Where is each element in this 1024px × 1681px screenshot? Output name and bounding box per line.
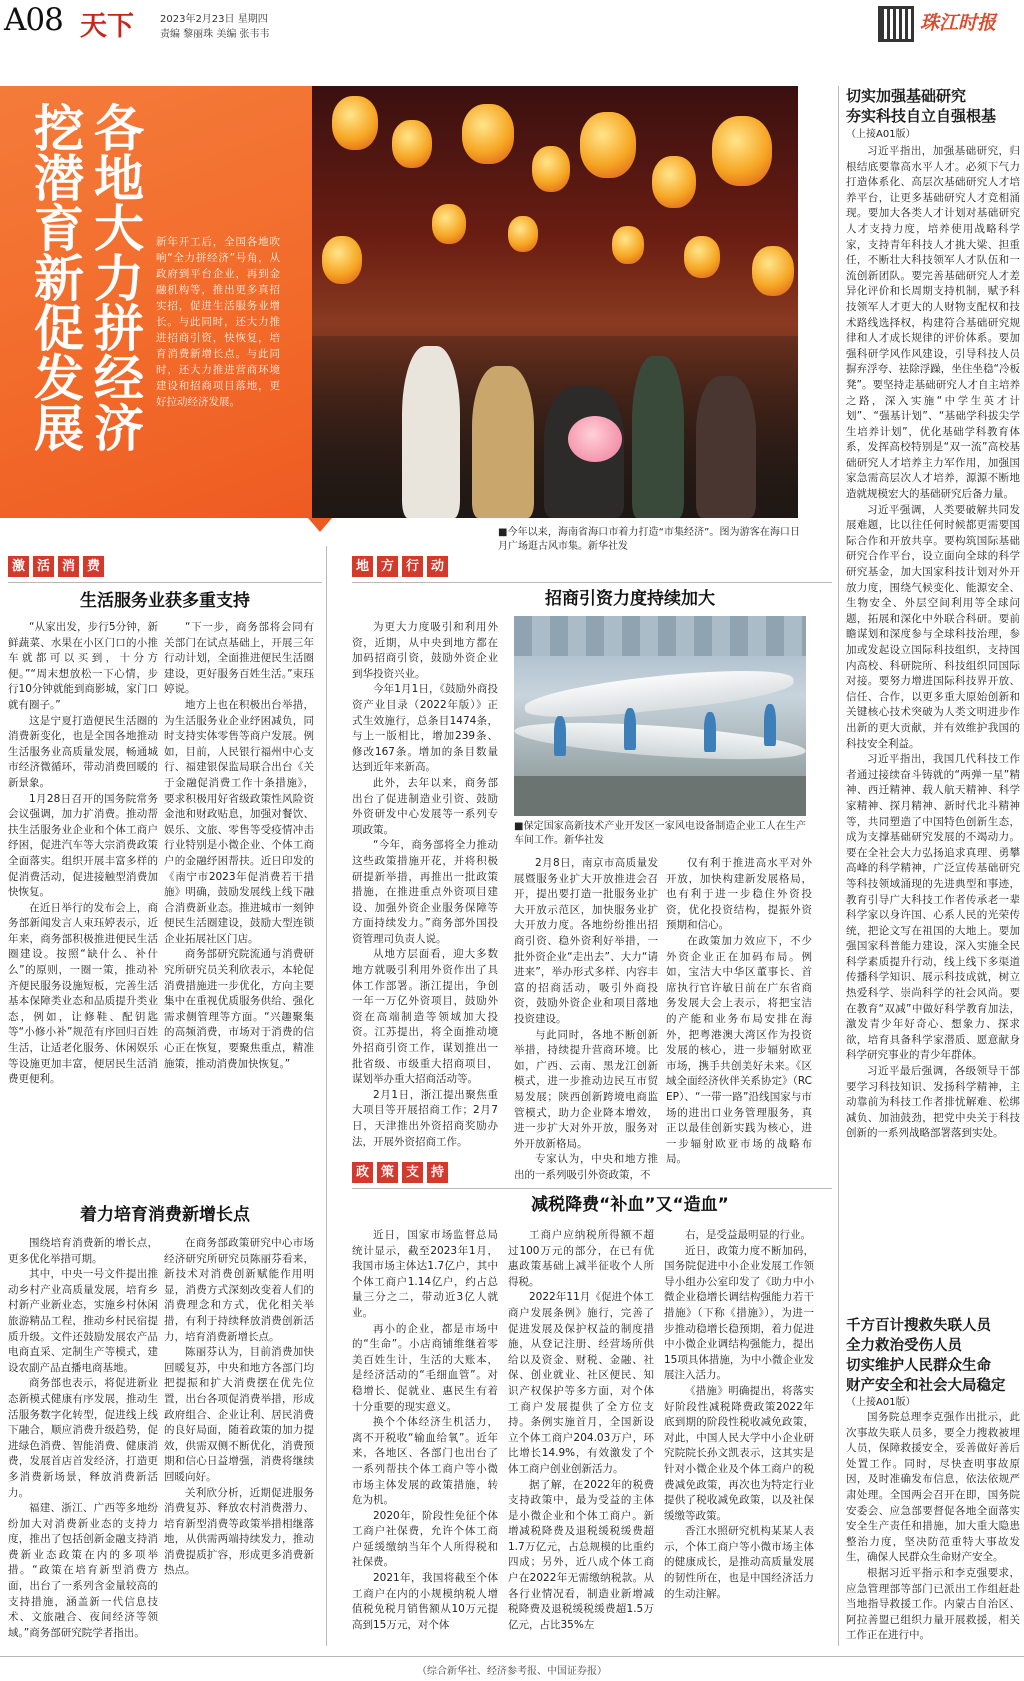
footer-rule bbox=[0, 1656, 1024, 1657]
article-column: 2月8日，南京市高质量发展暨服务业扩大开放推进会召开，提出要打造一批服务业扩大开放示范区，加快服务业扩大开放力度。各地纷纷推出招商引资、稳外资利好举措，一批外资企业“走出去”、大力“请进来”，举办形式多样、内容丰富的招商活动，吸引外商投资，鼓励外资企业和项目落地投资建设。 与此同时，各地不断创新举措，持续提升营商环境。比如，广西、云南、黑龙江创新模式，进一步推动边民互市贸易发展；陕西创新跨境电商监管模式，助力企业降本增效，进一步扩大对外开放，服务对外开放新格局。 专家认为，中央和地方推出的一系列吸引外资政策，不 bbox=[514, 857, 658, 1181]
headline-col1: 各地大力拼经济 bbox=[86, 102, 145, 452]
sidebar-title-line2: 夯实科技自立自强根基 bbox=[846, 107, 997, 125]
qr-code-icon bbox=[878, 6, 914, 42]
article-column: 在商务部政策研究中心市场经济研究所研究员陈丽芬看来，新技术对消费创新赋能作用明显，消费方式深刻改变着人们的消费理念和方式，优化相关举措，有利于持续释放消费创新活力，培育消费新增长点。 陈丽芬认为，目前消费加快回暖复苏，中央和地方各部门均把提振和扩大消费摆在优先位置，出台各项促消费举措，形成政府组合、企业让利、居民消费的良好局面，随着政策的加力提效，供需双侧不断优化，消费预期和信心日益增强，消费将继续回暖向好。 关利欣分析，近期促进服务消费复苏、释放农村消费潜力、培育新型消费等政策举措相继落地，从供需两端持续发力，推动消费提质扩容，形成更多消费新热点。 bbox=[164, 1237, 314, 1577]
section-headline: 招商引资力度持续加大 bbox=[545, 589, 715, 609]
hero-intro: 新年开工后，全国各地吹响“全力拼经济”号角，从政府到平台企业，再到金融机构等，推出更多真招实招，促进生活服务业增长。与此同时，还大力推进招商引资，快恢复，培育消费新增长点。与此同时，还大力推进营商环境建设和招商项目落地，更好拉动经济发展。 bbox=[156, 236, 280, 408]
factory-photo bbox=[514, 616, 806, 816]
article-column: “从家出发，步行5分钟，新鲜蔬菜、水果在小区门口的小推车就都可以买到，十分方便。”“周末想放松一下心情，步行10分钟就能到商影城，家门口就有圈子。” 这是宁夏打造便民生活圈的消费新变化，也是全国各地推动生活服务业高质量发展，畅通城市经济微循环，带动消费回暖的新景象。 1月28日召开的国务院常务会议强调，加力扩消费。推动帮扶生活服务业企业和个体工商户纾困，促进汽车等大宗消费政策全面落实。组织开展丰富多样的促消费活动，促进接触型消费加快恢复。 在近日举行的发布会上，商务部新闻发言人束珏婷表示，近年来，商务部积极推进便民生活圈建设。按照“缺什么、补什么”的原则，一圈一策，推动补齐便民服务设施短板，完善生活基本保障类业态和品质提升类业态，例如，让修鞋、配钥匙等“小修小补”规范有序回归百姓生活，让适老化服务、休闲娱乐等设施更加丰富，便居民生活消费更便利。 bbox=[8, 621, 158, 1086]
factory-photo-caption: ■保定国家高新技术产业开发区一家风电设备制造企业工人在生产车间工作。新华社发 bbox=[514, 821, 806, 846]
sidebar-article-rescue bbox=[846, 1316, 1020, 1646]
sidebar-source: （上接A01版） bbox=[846, 129, 916, 140]
article-column: “下一步，商务部将会同有关部门在试点基础上，开展三年行动计划，全面推进便民生活圈建设，更好服务百姓生活。”束珏婷说。 地方上也在积极出台举措，为生活服务业企业纾困减负，同时支持实体零售等商户发展。例如，目前，人民银行福州中心支行、福建银保监局联合出台《关于金融促消费工作十条措施》，要求积极用好省级政策性风险资金池和财政贴息，加强对餐饮、娱乐、文旅、零售等受疫情冲击行业特别是小微企业、个体工商户的金融纾困帮扶。近日印发的《南宁市2023年促消费若干措施》明确，鼓励发展线上线下融合消费新业态。推进城市一刻钟便民生活圈建设，鼓励大型连锁企业拓展社区门店。 商务部研究院流通与消费研究所研究员关利欣表示，本轮促消费措施进一步优化，方向主要集中在重视优质服务供给、强化需求侧管理等方面。“兴趣聚集的高频消费，市场对于消费的信心正在恢复，要聚焦重点，精准施策，推动消费加快恢复。” bbox=[164, 621, 314, 1070]
section-rule bbox=[352, 582, 832, 583]
sidebar-title-line: 全力救治受伤人员 bbox=[846, 1337, 962, 1354]
article-column: 围绕培育消费新的增长点，更多优化举措可期。 其中，中央一号文件提出推动乡村产业高质量发展，培育乡村新产业新业态，实施乡村休闲旅游精品工程，推动乡村民宿提质升级。文件还鼓励发展农产品电商直采、定制生产等模式，建设农副产品直播电商基地。 商务部也表示，将促进新业态新模式健康有序发展，推动生活服务数字化转型，促进线上线下融合，顺应消费升级趋势，促进绿色消费、智能消费、健康消费，发展首店首发经济，打造更多消费新场景，释放消费新活力。 福建、浙江、广西等多地纷纷加大对消费新业态的支持力度，推出了包括创新金融支持消费新业态政策在内的多项举措。“政策在培育新型消费方面，出台了一系列含金量较高的支持措施，涵盖新一代信息技术、文旅融合、夜间经济等领域。”商务部研究院学者指出。 bbox=[8, 1237, 158, 1639]
masthead-date: 2023年2月23日 星期四 bbox=[160, 14, 268, 25]
section-tag-consumption: 激 活 消 费 bbox=[8, 556, 104, 577]
sidebar-title-line: 千方百计搜救失联人员 bbox=[846, 1317, 991, 1334]
section-tag-local: 地 方 行 动 bbox=[352, 556, 448, 577]
masthead bbox=[0, 0, 1024, 46]
sidebar-body: 国务院总理李克强作出批示，此次事故失联人员多，要全力搜救被埋人员，保障救援安全，妥善做好善后处置工作。同时，尽快查明事故原因，及时准确发布信息，依法依规严肃处理。全国两会召开在即，国务院安委会、应急部要督促各地全面落实安全生产责任和措施，加大重大隐患整治力度，坚决防范重特大事故发生，确保人民群众生命财产安全。 根据习近平指示和李克强要求，应急管理部等部门已派出工作组赶赴当地指导救援工作。内蒙古自治区、阿拉善盟已组织力量开展救援，相关工作正在进行中。 bbox=[846, 1411, 1020, 1642]
section-headline: 减税降费“补血”又“造血” bbox=[531, 1195, 729, 1215]
sidebar-source: （上接A01版） bbox=[846, 1397, 916, 1408]
section-rule bbox=[8, 582, 322, 583]
section-tag-policy: 政 策 支 持 bbox=[352, 1162, 448, 1183]
newspaper-logo: 珠江时报 bbox=[920, 12, 997, 34]
article-column: 为更大力度吸引和利用外资，近期，从中央到地方都在加码招商引资，鼓励外资企业到华投资兴业。 今年1月1日，《鼓励外商投资产业目录（2022年版）》正式生效施行，总条目1474条，与上一版相比，增加239条、修改167条。增加的条目数量达到近年来新高。 此外，去年以来，商务部出台了促进制造业引资、鼓励外资研发中心发展等一系列专项政策。 “今年，商务部将全力推动这些政策措施开花，并将积极研提新举措，再推出一批政策措施，在推进重点外资项目建设、加强外资企业服务保障等方面持续发力。”商务部外国投资管理司负责人说。 从地方层面看，迎大多数地方就吸引利用外资作出了具体工作部署。浙江提出，争创一年一万亿外资项目，鼓励外资在高端制造等领域加大投资。江苏提出，将全面推动境外招商引资工作，谋划推出一批省级、市级重大招商项目，谋划举办重大招商活动等。 2月1日，浙江提出聚焦重大项目等开展招商工作；2月7日，天津推出外资招商奖励办法，开展外资招商工作。 bbox=[352, 621, 498, 1148]
article-column: 仅有利于推进高水平对外开放，加快构建新发展格局，也有利于进一步稳住外资投资，优化投资结构，提振外资预期和信心。 在政策加力效应下，不少外资企业正在加码布局。例如，宝洁大中华区董事长、首席执行官许敏日前在广东省商务发展大会上表示，将把宝洁的产能和业务布局安排在海外，把粤港澳大湾区作为投资发展的核心，进一步辐射欧亚市场，携手共创美好未来。《区域全面经济伙伴关系协定》（RCEP）、“一带一路”沿线国家与市场的进出口业务管理服务，真正以最佳创新实践为核心，进一步辐射欧亚市场的战略布局。 bbox=[666, 857, 812, 1166]
article-column: 近日，国家市场监督总局统计显示，截至2023年1月，我国市场主体达1.7亿户，其中个体工商户1.14亿户，约占总量三分之二，带动近3亿人就业。 再小的企业，都是市场中的“生命”。小店商铺维继着零美百姓生计，生活的大账本，是经济活动的“毛细血管”。对稳增长、促就业、惠民生有着十分重要的现实意义。 换个个体经济生机活力，离不开税收“输血给氧”。近年来，各地区、各部门也出台了一系列帮扶个体工商户等小微市场主体发展的政策措施，转危为机。 2020年，阶段性免征个体工商户社保费，允许个体工商户延缓缴纳当年个人所得税和社保费。 2021年，我国将截至个体工商户在内的小规模纳税人增值税免税月销售额从10万元提高到15万元，对个体 bbox=[352, 1229, 498, 1631]
sidebar-title-line: 切实维护人民群众生命 bbox=[846, 1357, 991, 1374]
hero-photo-caption: ■今年以来，海南省海口市着力打造“市集经济”。图为游客在海口日月广场逛古风市集。新华社发 bbox=[498, 527, 800, 552]
hero-pointer bbox=[308, 518, 332, 532]
column-divider bbox=[326, 546, 327, 1646]
section-title: 天下 bbox=[80, 11, 134, 42]
footer-sources: （综合新华社、经济参考报、中国证券报） bbox=[417, 1666, 607, 1677]
section-headline: 着力培育消费新增长点 bbox=[80, 1205, 250, 1225]
article-column: 工商户应纳税所得额不超过100万元的部分，在已有优惠政策基础上减半征收个人所得税。 2022年11月《促进个体工商户发展条例》施行，完善了促进发展及保护权益的制度措施，从登记注册、经营场所供给以及资金、财税、金融、社保、创业就业、社区便民、知识产权保护等多方面，对个体工商户发展提供了全方位支持。条例实施首月，全国新设立个体工商户204.03万户，环比增长14.9%，有效激发了个体工商户创业创新活力。 据了解，在2022年的税费支持政策中，最为受益的主体是小微企业和个体工商户。新增减税降费及退税缓税缓费超1.7万亿元，占总规模的比重约四成；另外，近八成个体工商户在2022年无需缴纳税款。从各行业情况看，制造业新增减税降费及退税缓税缓费超1.5万亿元，占比35%左 bbox=[508, 1229, 654, 1631]
sidebar-divider bbox=[838, 86, 839, 1646]
sidebar-title-line1: 切实加强基础研究 bbox=[846, 87, 967, 105]
hero-panel bbox=[0, 86, 312, 518]
headline-col2: 挖潜育新促发展 bbox=[26, 102, 85, 452]
hero-photo bbox=[312, 86, 798, 518]
page-number: A08 bbox=[4, 2, 63, 38]
section-headline: 生活服务业获多重支持 bbox=[80, 591, 250, 611]
sidebar-title-line: 财产安全和社会大局稳定 bbox=[846, 1377, 1006, 1394]
section-rule bbox=[352, 1188, 832, 1189]
sidebar-article-research bbox=[846, 86, 1020, 1244]
masthead-editors: 责编 黎丽珠 美编 张韦韦 bbox=[160, 29, 270, 40]
article-column: 右，是受益最明显的行业。 近日，政策力度不断加码，国务院促进中小企业发展工作领导小组办公室印发了《助力中小微企业稳增长调结构强能力若干措施》（下称《措施》），为进一步推动稳增长稳预期，着力促进中小微企业调结构强能力，提出15项具体措施，为中小微企业发展注入活力。 《措施》明确提出，将落实好阶段性减税降费政策2022年底到期的阶段性税收减免政策，对此，中国人民大学中小企业研究院院长孙文凯表示，这其实是针对小微企业及个体工商户的税费减免政策，再次也为特定行业提供了税收减免政策，以及社保缓缴等政策。 香江水照研究机构某某人表示，个体工商户等小微市场主体的健康成长，是推动高质量发展的韧性所在，也是中国经济活力的生动注解。 bbox=[664, 1229, 814, 1600]
sidebar-body: 习近平指出，加强基础研究，归根结底要靠高水平人才。必须下气力打造体系化、高层次基础研究人才培养平台，让更多基础研究人才竞相涌现。要加大各类人才计划对基础研究人才支持力度，培养使用战略科学家，支持青年科技人才挑大梁、担重任，不断壮大科技领军人才队伍和一流创新团队。要完善基础研究人才差异化评价和长周期支持机制，赋予科技领军人才更大的人财物支配权和技术路线选择权，构建符合基础研究规律和人才成长规律的评价体系。要加强科研学风作风建设，引导科技人员摒弃浮夸、祛除浮躁，坐住坐稳“冷板凳”。要坚持走基础研究人才自主培养之路，深入实施“中学生英才计划”、“强基计划”、“基础学科拔尖学生培养计划”，优化基础学科教育体系，发挥高校特别是“双一流”高校基础研究人才培养主力军作用，加强国家急需高层次人才培养，源源不断地造就规模宏大的基础研究后备力量。 习近平强调，人类要破解共同发展难题，比以往任何时候都更需要国际合作和开放共享。要构筑国际基础研究合作平台，设立面向全球的科学研究基金，加大国家科技计划对外开放力度，围绕气候变化、能源安全、生物安全、外层空间利用等全球问题，拓展和深化中外联合科研。要前瞻谋划和深度参与全球科技治理，参加或发起设立国际科技组织，支持国内高校、科研院所、科技组织同国际对接。要努力增进国际科技界开放、信任、合作，以更多重大原始创新和关键核心技术突破为人类文明进步作出新的更大贡献，并有效维护我国的科技安全利益。 习近平指出，我国几代科技工作者通过接续奋斗铸就的“两弹一星”精神、西迁精神、载人航天精神、科学家精神、探月精神、新时代北斗精神等，共同塑造了中国特色创新生态，成为支撑基础研究发展的不竭动力。要在全社会大力弘扬追求真理、勇攀高峰的科学精神，广泛宣传基础研究等科技领域涌现的先进典型和事迹，教育引导广大科技工作者传承老一辈科学家以身许国、心系人民的光荣传统，把论文写在祖国的大地上。要加强国家科普能力建设，深入实施全民科学素质提升行动，线上线下多渠道传播科学知识、展示科技成就，树立热爱科学、崇尚科学的社会风尚。要在教育“双减”中做好科学教育加法，激发青少年好奇心、想象力、探求欲，培育具备科学家潜质、愿意献身科学研究事业的青少年群体。 习近平最后强调，各级领导干部要学习科技知识、发扬科学精神，主动靠前为科技工作者排忧解难、松绑减负、加油鼓劲，把党中央关于科技创新的一系列战略部署落到实处。 bbox=[846, 145, 1020, 1140]
